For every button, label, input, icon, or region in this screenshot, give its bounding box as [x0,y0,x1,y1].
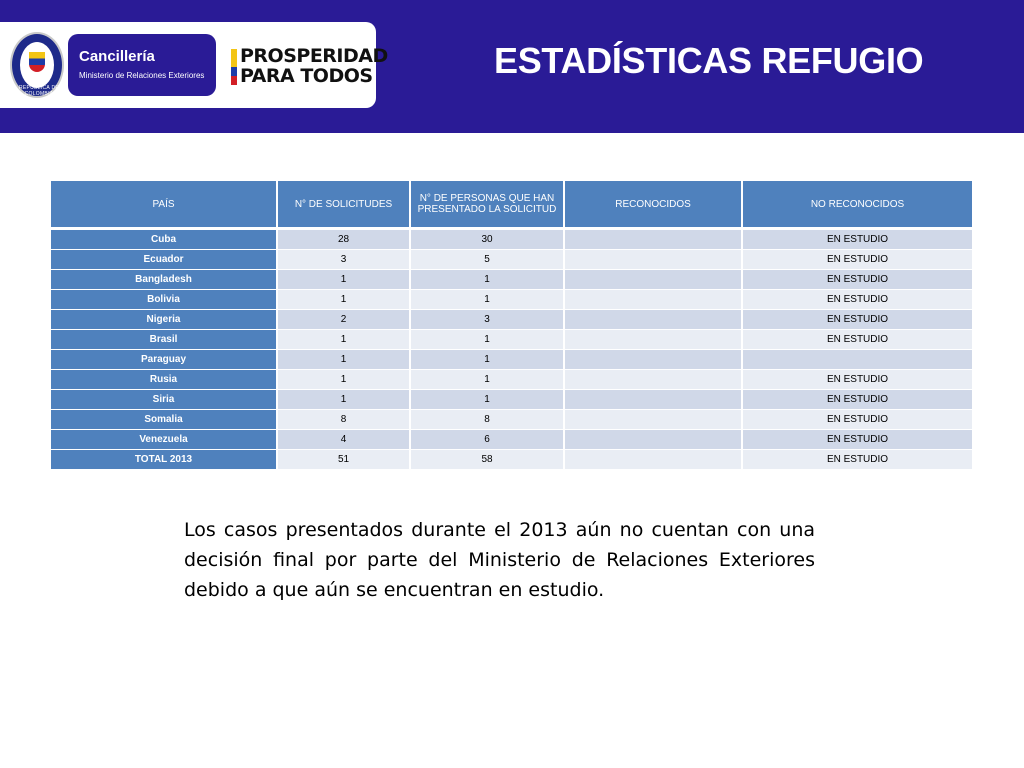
reconocidos-cell [564,229,742,250]
country-cell: Rusia [51,370,277,390]
solicitudes-cell: 1 [277,390,410,410]
country-cell: Nigeria [51,310,277,330]
reconocidos-total-cell [564,450,742,470]
reconocidos-cell [564,390,742,410]
coat-of-arms-icon [10,32,64,98]
table-row [51,250,973,270]
country-cell: Brasil [51,330,277,350]
country-cell: Somalia [51,410,277,430]
reconocidos-cell [564,410,742,430]
reconocidos-cell [564,310,742,330]
country-cell: Bangladesh [51,270,277,290]
table-row-total [51,450,973,470]
table-row [51,350,973,370]
reconocidos-cell [564,270,742,290]
table-row [51,229,973,250]
no-reconocidos-cell: EN ESTUDIO [742,330,973,350]
no-reconocidos-cell: EN ESTUDIO [742,290,973,310]
header-bar [0,0,1024,133]
no-reconocidos-cell: EN ESTUDIO [742,390,973,410]
table-row [51,310,973,330]
solicitudes-cell: 1 [277,290,410,310]
country-cell: Paraguay [51,350,277,370]
solicitudes-cell: 3 [277,250,410,270]
solicitudes-cell: 2 [277,310,410,330]
country-cell: Cuba [51,229,277,250]
column-header-pais: PAÍS [51,181,277,229]
country-cell: Siria [51,390,277,410]
solicitudes-cell: 4 [277,430,410,450]
seal-text: REPÚBLICA DE COLOMBIA [18,85,59,97]
solicitudes-cell: 8 [277,410,410,430]
table-row [51,270,973,290]
refugee-stats-table [51,181,974,470]
solicitudes-cell: 1 [277,270,410,290]
flag-stripe-icon [231,49,237,85]
reconocidos-cell [564,370,742,390]
no-reconocidos-cell: EN ESTUDIO [742,229,973,250]
no-reconocidos-cell: EN ESTUDIO [742,270,973,290]
no-reconocidos-cell: EN ESTUDIO [742,310,973,330]
reconocidos-cell [564,350,742,370]
ministerio-subtitle: Ministerio de Relaciones Exteriores [79,71,205,80]
table-row [51,330,973,350]
country-cell: Ecuador [51,250,277,270]
table-row [51,290,973,310]
personas-total-cell: 58 [410,450,564,470]
logo-panel [0,22,388,108]
solicitudes-total-cell: 51 [277,450,410,470]
personas-cell: 1 [410,370,564,390]
column-header-solicitudes: N° DE SOLICITUDES [277,181,410,229]
prosperidad-line1: PROSPERIDAD [240,45,388,67]
prosperidad-line2: PARA TODOS [240,65,373,87]
no-reconocidos-cell [742,350,973,370]
country-cell: Venezuela [51,430,277,450]
reconocidos-cell [564,250,742,270]
column-header-personas: N° DE PERSONAS QUE HAN PRESENTADO LA SOLICITUD [410,181,564,229]
personas-cell: 8 [410,410,564,430]
solicitudes-cell: 1 [277,350,410,370]
table-row [51,410,973,430]
solicitudes-cell: 1 [277,330,410,350]
personas-cell: 1 [410,330,564,350]
table-row [51,430,973,450]
column-header-no-reconocidos: NO RECONOCIDOS [742,181,973,229]
reconocidos-cell [564,290,742,310]
personas-cell: 6 [410,430,564,450]
no-reconocidos-total-cell: EN ESTUDIO [742,450,973,470]
personas-cell: 5 [410,250,564,270]
prosperidad-logo [240,46,388,86]
page-title: ESTADÍSTICAS REFUGIO [494,40,924,81]
personas-cell: 30 [410,229,564,250]
reconocidos-cell [564,430,742,450]
table-row [51,390,973,410]
solicitudes-cell: 1 [277,370,410,390]
cancilleria-title: Cancillería [79,48,155,65]
personas-cell: 1 [410,270,564,290]
note-paragraph: Los casos presentados durante el 2013 aún no cuentan con una decisión final por parte del Ministerio de Relaciones Exteriores debido a que aún se encuentran en estudio. [184,519,815,601]
personas-cell: 1 [410,390,564,410]
table-header-row [51,181,973,229]
personas-cell: 1 [410,290,564,310]
no-reconocidos-cell: EN ESTUDIO [742,250,973,270]
country-cell: Bolivia [51,290,277,310]
personas-cell: 3 [410,310,564,330]
no-reconocidos-cell: EN ESTUDIO [742,410,973,430]
table-row [51,370,973,390]
personas-cell: 1 [410,350,564,370]
solicitudes-cell: 28 [277,229,410,250]
reconocidos-cell [564,330,742,350]
no-reconocidos-cell: EN ESTUDIO [742,370,973,390]
cancilleria-logo [68,34,216,96]
column-header-reconocidos: RECONOCIDOS [564,181,742,229]
no-reconocidos-cell: EN ESTUDIO [742,430,973,450]
total-label-cell: TOTAL 2013 [51,450,277,470]
